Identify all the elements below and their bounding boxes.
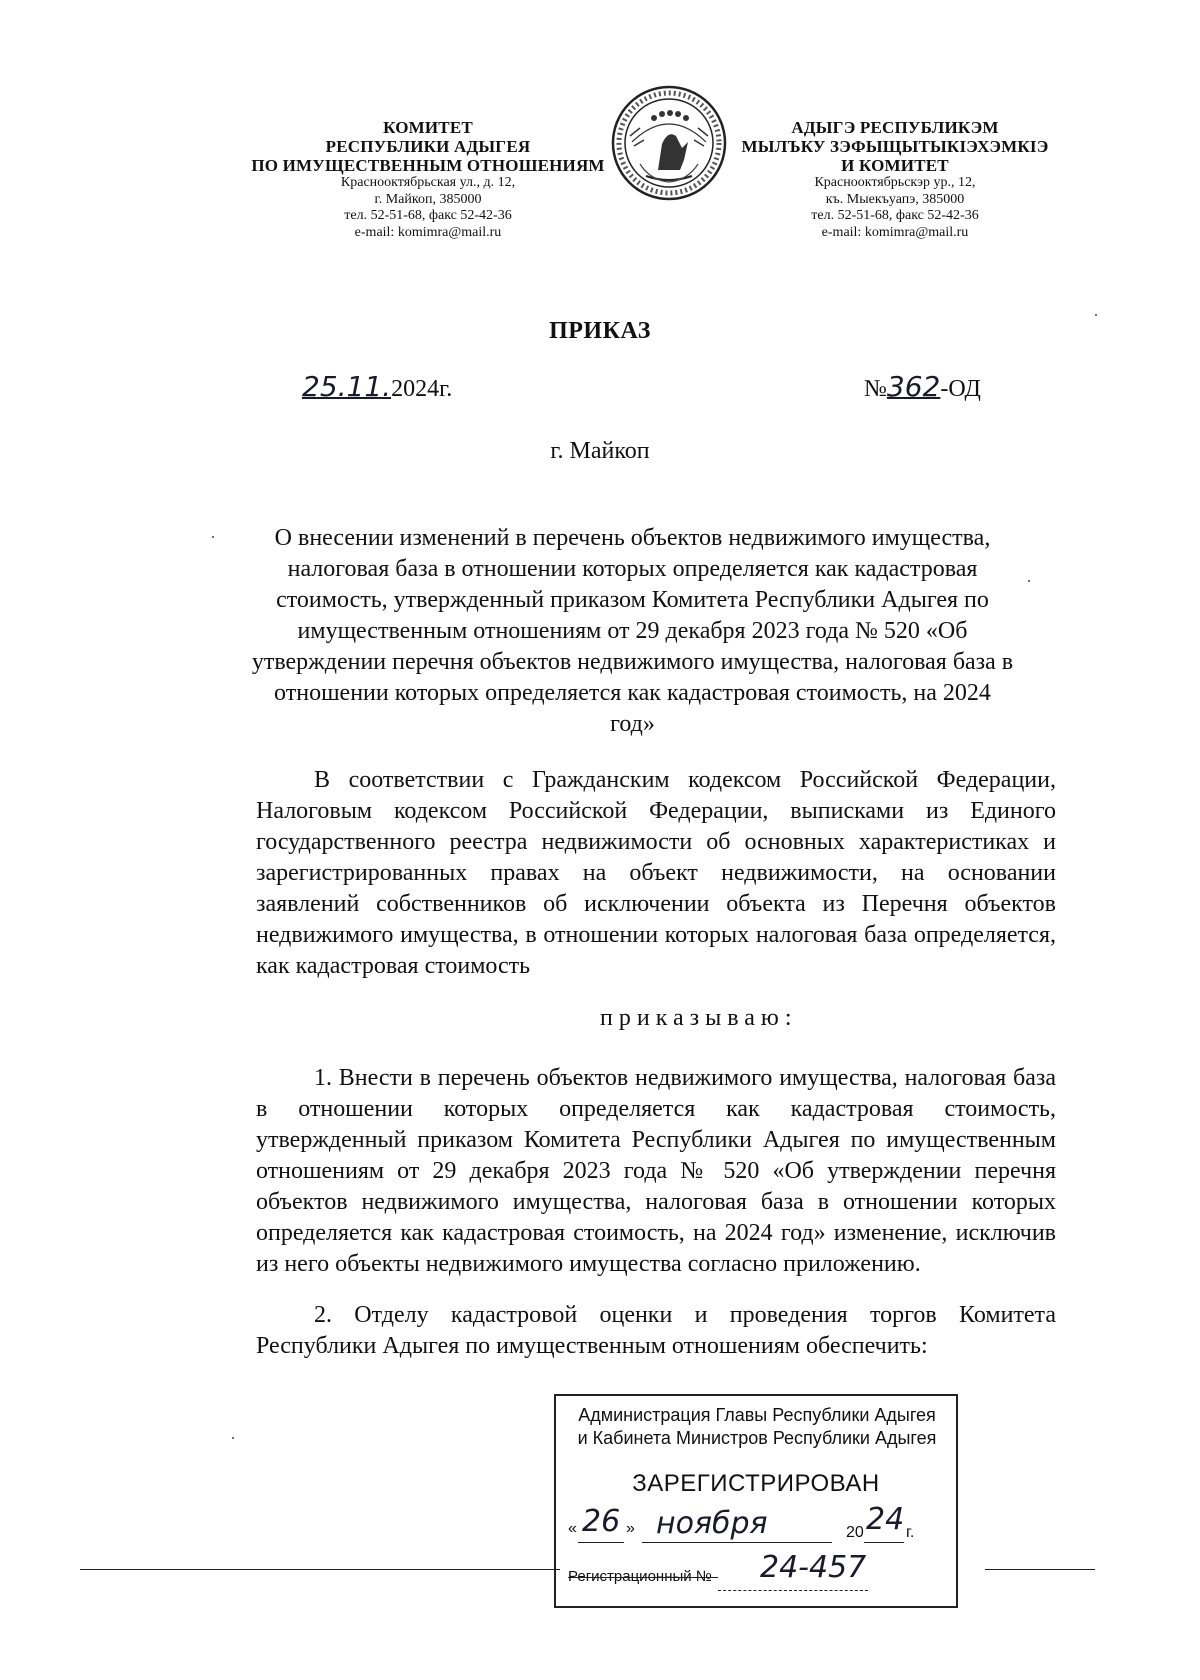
org-address: Краснооктябрьская ул., д. 12, (340, 175, 516, 191)
emblem-icon (610, 84, 728, 202)
handwritten-regno: 24-457 (760, 1550, 867, 1585)
header-left (248, 118, 608, 241)
quote-close: » (626, 1520, 635, 1537)
handwritten-date: 25.11. (302, 370, 392, 403)
handwritten-year: 24 (866, 1502, 905, 1537)
handwritten-day: 26 (582, 1504, 621, 1539)
org-email: e-mail: komimra@mail.ru (354, 224, 502, 240)
stamp-status: ЗАРЕГИСТРИРОВАН (632, 1470, 880, 1497)
header-right (740, 118, 1050, 241)
order-number (864, 370, 981, 403)
handwritten-number: 362 (886, 370, 941, 403)
day-underline (578, 1542, 624, 1543)
org-name-line: И КОМИТЕТ (841, 156, 949, 176)
order-item-2: 2. Отделу кадастровой оценки и проведения торгов Комитета Республики Адыгея по имущественным отношениям обеспечить: (256, 1302, 1056, 1359)
divider-right (985, 1569, 1095, 1570)
scan-speck (232, 1437, 234, 1439)
scan-speck (1095, 314, 1097, 316)
year-prefix: 20 (846, 1524, 864, 1541)
handwritten-month: ноября (656, 1506, 768, 1541)
year-underline (864, 1542, 904, 1543)
quote-open: « (568, 1520, 577, 1537)
body-intro: В соответствии с Гражданским кодексом Российской Федерации, Налоговым кодексом Российской Федерации, выписками из Единого государственного реестра недвижимости об основных характеристиках и зарегистрированных правах на объект недвижимости, на основании заявлений собственников об исключении объекта из Перечня объектов недвижимого имущества, в отношении которых налоговая база определяется, как кадастровая стоимость (256, 767, 1056, 979)
stamp-org-line: и Кабинета Министров Республики Адыгея (577, 1428, 937, 1449)
document-title: ПРИКАЗ (549, 318, 651, 344)
number-suffix: -ОД (940, 376, 981, 402)
org-address: г. Майкоп, 385000 (374, 191, 482, 207)
org-phone: тел. 52-51-68, факс 52-42-36 (344, 208, 512, 224)
org-name-line: АДЫГЭ РЕСПУБЛИКЭМ (791, 118, 999, 137)
stamp-org-line: Администрация Главы Республики Адыгея (578, 1405, 936, 1425)
month-underline (642, 1542, 832, 1543)
stamp-registration-number (568, 1550, 948, 1596)
regno-strike (568, 1577, 718, 1578)
stamp-date (568, 1502, 948, 1548)
org-name-line: ПО ИМУЩЕСТВЕННЫМ ОТНОШЕНИЯМ (251, 156, 605, 176)
org-email: e-mail: komimra@mail.ru (821, 224, 969, 240)
stamp-organization (562, 1404, 952, 1451)
regno-underline (718, 1590, 868, 1591)
divider-left (80, 1569, 560, 1570)
order-date (302, 370, 452, 403)
year-suffix: г. (906, 1524, 915, 1541)
order-verb: приказываю: (600, 1005, 798, 1031)
scan-speck (1028, 580, 1030, 582)
registration-stamp (554, 1394, 958, 1608)
org-phone: тел. 52-51-68, факс 52-42-36 (811, 208, 979, 224)
order-year: 2024г. (391, 376, 453, 402)
regno-label: Регистрационный № (568, 1568, 712, 1585)
org-name-line: РЕСПУБЛИКИ АДЫГЕЯ (325, 137, 531, 157)
scan-speck (212, 536, 214, 538)
document-subject: О внесении изменений в перечень объектов недвижимого имущества, налоговая база в отношении которых определяется как кадастровая стоимость, утвержденный приказом Комитета Республики Адыгея по имущественным отношениям от 29 декабря 2023 года № 520 «Об утверждении перечня объектов недвижимого имущества, налоговая база в отношении которых определяется как кадастровая стоимость, на 2024 год» (251, 525, 1014, 737)
org-name-line: КОМИТЕТ (383, 118, 473, 137)
number-sign: № (864, 376, 887, 402)
org-address: къ. Мыекъуапэ, 385000 (825, 191, 965, 207)
city: г. Майкоп (550, 438, 650, 464)
org-name-line: МЫЛЪКУ ЗЭФЫЩЫТЫКIЭХЭМКIЭ (741, 137, 1049, 157)
org-address: Краснооктябрьскэр ур., 12, (814, 175, 976, 191)
order-item-1: 1. Внести в перечень объектов недвижимого имущества, налоговая база в отношении которых определяется как кадастровая стоимость, утвержденный приказом Комитета Республики Адыгея по имущественным отношениям от 29 декабря 2023 года № 520 «Об утверждении перечня объектов недвижимого имущества, налоговая база в отношении которых определяется как кадастровая стоимость, на 2024 год» изменение, исключив из него объекты недвижимого имущества согласно приложению. (256, 1065, 1056, 1277)
